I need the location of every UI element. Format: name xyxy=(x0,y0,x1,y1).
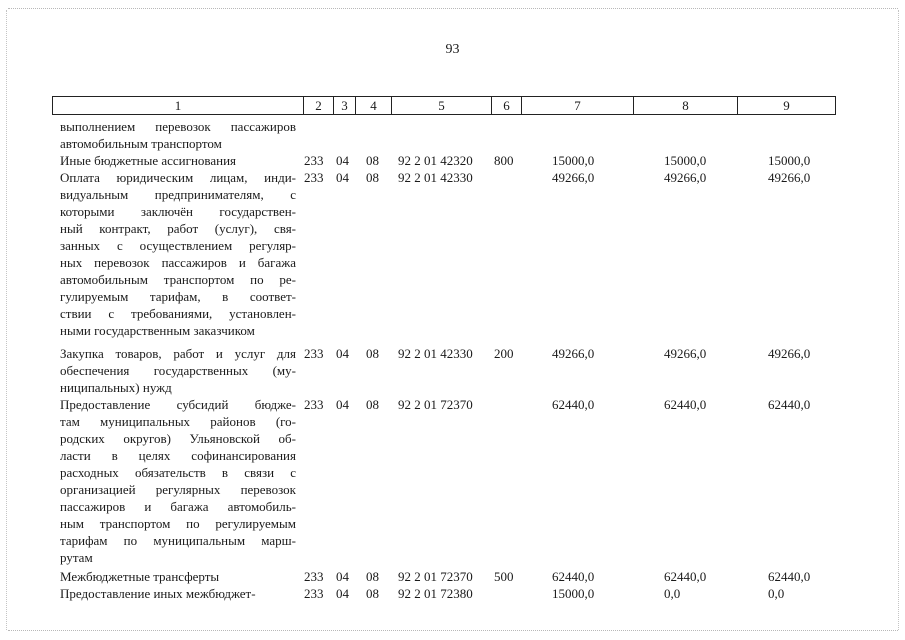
col-expense-type: 800 xyxy=(494,153,514,168)
row-name-line: ным транспортом по регулируемым xyxy=(60,516,296,531)
col-section: 04 xyxy=(336,170,349,185)
scan-edge-bottom xyxy=(8,630,898,631)
row-name xyxy=(60,568,296,585)
header-col-6: 6 xyxy=(491,97,521,114)
col-chapter: 233 xyxy=(304,153,324,168)
col-expense-type: 500 xyxy=(494,569,514,584)
col-section: 04 xyxy=(336,569,349,584)
row-name-line: выполнением перевозок пассажиров xyxy=(60,119,296,134)
header-col-7: 7 xyxy=(521,97,633,114)
col-amount-year1: 49266,0 xyxy=(552,170,595,185)
row-name-line: гулируемым тарифам, в соответ- xyxy=(60,289,296,304)
row-name-line: которыми заключён государствен- xyxy=(60,204,296,219)
row-name xyxy=(60,585,296,602)
row-name-line: ниципальных) нужд xyxy=(60,380,172,395)
row-name-line: организацией регулярных перевозок xyxy=(60,482,296,497)
scan-edge-top xyxy=(8,8,898,9)
row-name xyxy=(60,345,296,396)
col-chapter: 233 xyxy=(304,569,324,584)
col-subsection: 08 xyxy=(366,586,379,601)
col-amount-year3: 62440,0 xyxy=(768,397,811,412)
row-name-line: занных с осуществлением регуляр- xyxy=(60,238,296,253)
row-name-line: ствии с требованиями, установлен- xyxy=(60,306,296,321)
col-amount-year1: 49266,0 xyxy=(552,346,595,361)
col-amount-year2: 49266,0 xyxy=(664,170,707,185)
col-target-article: 92 2 01 72380 xyxy=(398,586,473,601)
row-name xyxy=(60,169,296,339)
row-name-line: видуальным предпринимателям, с xyxy=(60,187,296,202)
row-name-line: ных перевозок пассажиров и багажа xyxy=(60,255,296,270)
header-col-9: 9 xyxy=(737,97,835,114)
col-amount-year3: 49266,0 xyxy=(768,170,811,185)
col-amount-year1: 62440,0 xyxy=(552,397,595,412)
col-subsection: 08 xyxy=(366,397,379,412)
col-amount-year1: 62440,0 xyxy=(552,569,595,584)
row-name-line: автомобильным транспортом по ре- xyxy=(60,272,296,287)
col-amount-year2: 62440,0 xyxy=(664,397,707,412)
table-header xyxy=(52,96,836,115)
col-amount-year3: 0,0 xyxy=(768,586,785,601)
col-chapter: 233 xyxy=(304,170,324,185)
col-amount-year2: 15000,0 xyxy=(664,153,707,168)
col-section: 04 xyxy=(336,397,349,412)
col-target-article: 92 2 01 42330 xyxy=(398,346,473,361)
col-amount-year2: 49266,0 xyxy=(664,346,707,361)
row-name-line: ными государственным заказчиком xyxy=(60,323,255,338)
col-chapter: 233 xyxy=(304,586,324,601)
col-section: 04 xyxy=(336,153,349,168)
col-amount-year2: 0,0 xyxy=(664,586,681,601)
row-name-line: Предоставление иных межбюджет- xyxy=(60,586,256,601)
row-name-line: автомобильным транспортом xyxy=(60,136,222,151)
col-amount-year3: 49266,0 xyxy=(768,346,811,361)
row-name-line: ласти в целях софинансирования xyxy=(60,448,296,463)
col-target-article: 92 2 01 72370 xyxy=(398,569,473,584)
col-amount-year3: 15000,0 xyxy=(768,153,811,168)
col-subsection: 08 xyxy=(366,170,379,185)
header-col-1: 1 xyxy=(174,98,182,113)
col-chapter: 233 xyxy=(304,346,324,361)
row-name-line: Закупка товаров, работ и услуг для xyxy=(60,346,296,361)
row-name-line: Иные бюджетные ассигнования xyxy=(60,153,237,168)
col-amount-year3: 62440,0 xyxy=(768,569,811,584)
col-target-article: 92 2 01 42330 xyxy=(398,170,473,185)
col-amount-year1: 15000,0 xyxy=(552,586,595,601)
col-amount-year1: 15000,0 xyxy=(552,153,595,168)
row-name xyxy=(60,118,296,152)
row-name-line: там муниципальных районов (го- xyxy=(60,414,296,429)
col-chapter: 233 xyxy=(304,397,324,412)
col-target-article: 92 2 01 42320 xyxy=(398,153,473,168)
row-name-line: расходных обязательств в связи с xyxy=(60,465,296,480)
col-target-article: 92 2 01 72370 xyxy=(398,397,473,412)
row-name-line: ный контракт, работ (услуг), свя- xyxy=(60,221,296,236)
row-name xyxy=(60,152,296,169)
row-name-line: Оплата юридическим лицам, инди- xyxy=(60,170,296,185)
header-col-5: 5 xyxy=(391,97,491,114)
row-name-line: обеспечения государственных (му- xyxy=(60,363,296,378)
row-name-line: Межбюджетные трансферты xyxy=(60,569,220,584)
row-name-line: тарифам по муниципальным марш- xyxy=(60,533,296,548)
scan-edge-right xyxy=(898,10,899,630)
col-section: 04 xyxy=(336,346,349,361)
col-subsection: 08 xyxy=(366,153,379,168)
header-col-8: 8 xyxy=(633,97,737,114)
col-expense-type: 200 xyxy=(494,346,514,361)
scan-edge-left xyxy=(6,10,7,630)
row-name-line: Предоставление субсидий бюдже- xyxy=(60,397,296,412)
col-section: 04 xyxy=(336,586,349,601)
header-col-2: 2 xyxy=(303,97,333,114)
row-name xyxy=(60,396,296,566)
row-name-line: рутам xyxy=(60,550,93,565)
header-col-3: 3 xyxy=(333,97,355,114)
row-name-line: родских округов) Ульяновской об- xyxy=(60,431,296,446)
col-subsection: 08 xyxy=(366,569,379,584)
col-amount-year2: 62440,0 xyxy=(664,569,707,584)
header-col-4: 4 xyxy=(355,97,391,114)
col-subsection: 08 xyxy=(366,346,379,361)
row-name-line: пассажиров и багажа автомобиль- xyxy=(60,499,296,514)
page-number: 93 xyxy=(445,42,460,57)
